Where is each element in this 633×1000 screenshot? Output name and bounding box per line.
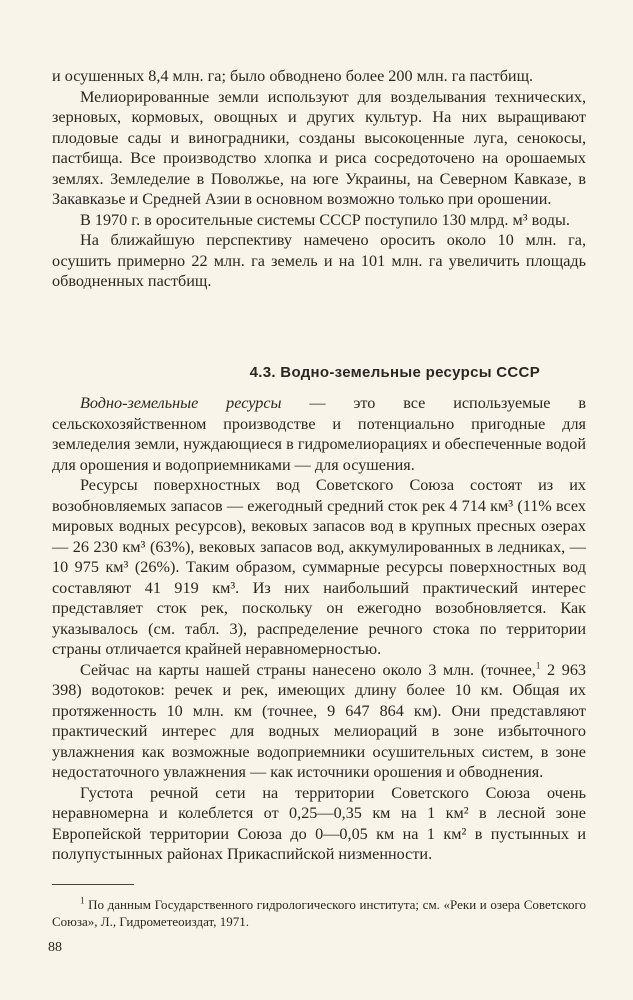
defined-term: Водно-земельные ресурсы bbox=[80, 394, 282, 412]
page-number: 88 bbox=[48, 940, 62, 955]
text-block-main bbox=[52, 393, 586, 865]
paragraph: В 1970 г. в оросительные системы СССР поступило 130 млрд. м³ воды. bbox=[80, 210, 570, 229]
paragraph-text: 2 963 398) водотоков: речек и рек, имеющих длину более 10 км. Общая их протяженность 10 млн. км (точнее, 9 647 864 км). Они представляют практический интерес для водных мелиораций в зоне избыточного увлажнения как возможные водоприемники осушительных систем, в зоне недостаточного увлажнения — как источники орошения и обводнения. bbox=[52, 660, 587, 781]
text-block-top bbox=[52, 66, 586, 292]
footnote-text: По данным Государственного гидрологического института; см. «Реки и озера Советского Союза», Л., Гидрометеоиздат, 1971. bbox=[52, 897, 586, 929]
paragraph: и осушенных 8,4 млн. га; было обводнено более 200 млн. га пастбищ. bbox=[52, 67, 534, 85]
footnote bbox=[52, 896, 586, 930]
section-heading: 4.3. Водно-земельные ресурсы СССР bbox=[249, 364, 540, 381]
paragraph: На ближайшую перспективу намечено оросить около 10 млн. га, осушить примерно 22 млн. га земель и на 101 млн. га увеличить площадь обводненных пастбищ. bbox=[52, 231, 586, 290]
footnote-ref: 1 bbox=[535, 660, 541, 671]
paragraph bbox=[52, 393, 586, 475]
paragraph: Ресурсы поверхностных вод Советского Союза состоят из их возобновляемых запасов — ежегодный средний сток рек 4 714 км³ (11% всех мировых водных ресурсов), вековых запасов вод в крупных пресных озерах — 26 230 км³ (63%), вековых запасов вод, аккумулированных в ледниках, — 10 975 км³ (26%). Таким образом, суммарные ресурсы поверхностных вод составляют 41 919 км³. Из них наибольший практический интерес представляет сток рек, поскольку он ежегодно возобновляется. Как указывалось (см. табл. 3), распределение речного стока по территории страны отличается крайней неравномерностью. bbox=[52, 476, 586, 658]
paragraph-text: — это все используемые в сельскохозяйственном производстве и потенциально пригодные для земледелия земли, нуждающиеся в гидромелиорациях и обеспеченные водой для орошения и водоприемниками — для осушения. bbox=[52, 394, 587, 474]
footnote-mark: 1 bbox=[80, 895, 85, 906]
paragraph-text: Сейчас на карты нашей страны нанесено около 3 млн. (точнее, bbox=[80, 660, 536, 679]
paragraph: Густота речной сети на территории Советского Союза очень неравномерна и колеблется от 0,25—0,35 км на 1 км² в лесной зоне Европейской территории Союза до 0—0,05 км на 1 км² в пустынных и полупустынных районах Прикаспийской низменности. bbox=[52, 783, 586, 863]
paragraph: Мелиорированные земли используют для возделывания технических, зерновых, кормовых, овощных и других культур. На них выращивают плодовые сады и виноградники, созданы высокоценные луга, сенокосы, пастбища. Все производство хлопка и риса сосредоточено на орошаемых землях. Земледелие в Поволжье, на юге Украины, на Северном Кавказе, в Закавказье и Средней Азии в основном возможно только при орошении. bbox=[52, 87, 586, 208]
paragraph bbox=[52, 660, 586, 783]
footnote-divider bbox=[52, 884, 134, 885]
